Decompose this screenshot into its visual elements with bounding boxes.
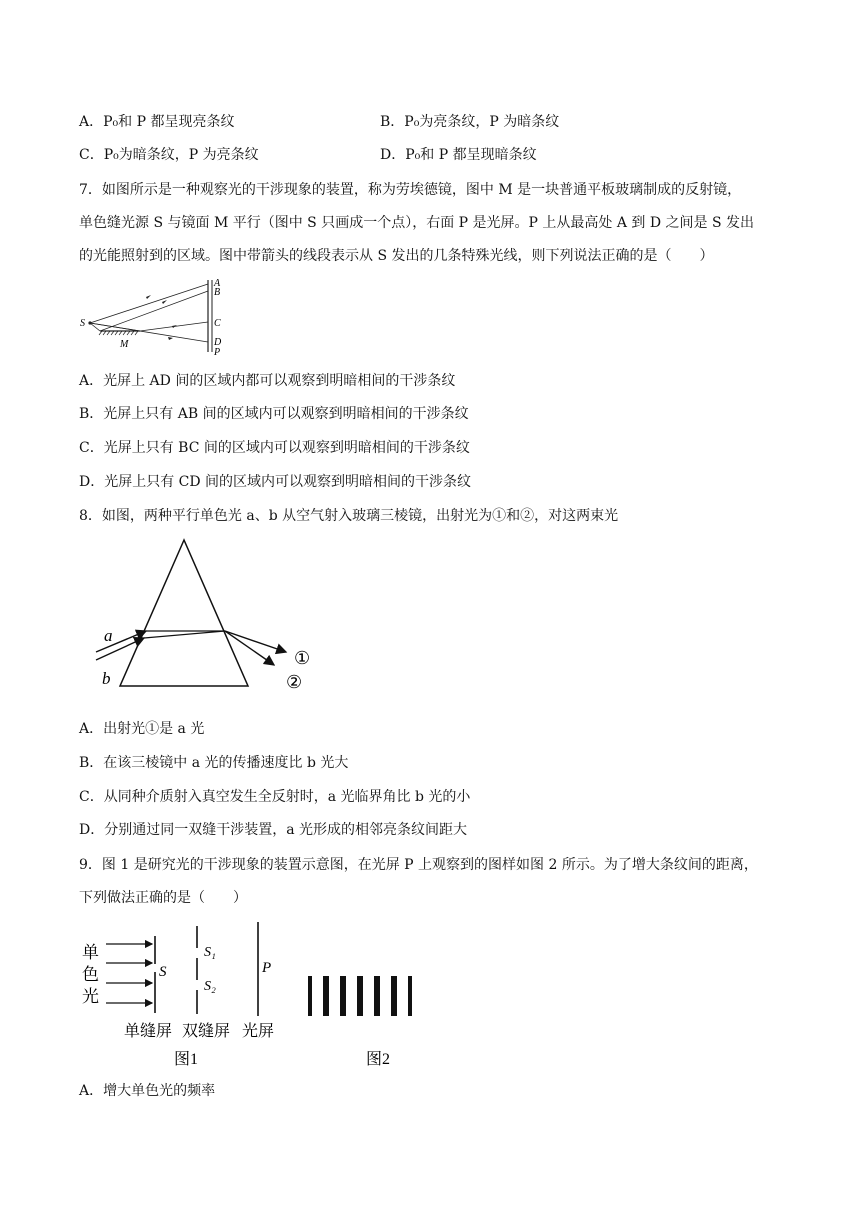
q7-stem-line3: 的光能照射到的区域。图中带箭头的线段表示从 S 发出的几条特殊光线，则下列说法正确的是（ ）: [79, 248, 714, 264]
label-s2: S₂: [204, 979, 216, 994]
q7-option-c: C．光屏上只有 BC 间的区域内可以观察到明暗相间的干涉条纹: [79, 440, 470, 456]
q8-option-d: D．分别通过同一双缝干涉装置，a 光形成的相邻亮条纹间距大: [79, 822, 468, 838]
q9-stem-line2: 下列做法正确的是（ ）: [79, 890, 247, 906]
label-double-slit-screen: 双缝屏: [182, 1023, 231, 1040]
q7-option-d: D．光屏上只有 CD 间的区域内可以观察到明暗相间的干涉条纹: [79, 474, 472, 490]
label-light-3: 光: [82, 987, 99, 1006]
double-slit-figure: [76, 918, 416, 1070]
q6-option-d: D．P₀和 P 都呈现暗条纹: [380, 147, 537, 163]
q6-option-b: B．P₀为亮条纹，P 为暗条纹: [380, 114, 560, 130]
label-a-light: a: [104, 626, 113, 645]
q9-stem-line1: 9．图 1 是研究光的干涉现象的装置示意图，在光屏 P 上观察到的图样如图 2 所示。为了增大条纹间的距离，: [79, 857, 758, 873]
prism-figure: [88, 534, 328, 694]
label-light-screen: 光屏: [242, 1023, 275, 1040]
fringe-pattern: [308, 976, 412, 1016]
q8-option-b: B．在该三棱镜中 a 光的传播速度比 b 光大: [79, 755, 349, 771]
q8-option-a: A．出射光①是 a 光: [79, 721, 205, 737]
label-slit-s: S: [159, 964, 167, 980]
q6-option-a: A．P₀和 P 都呈现亮条纹: [79, 114, 235, 130]
q7-option-b: B．光屏上只有 AB 间的区域内可以观察到明暗相间的干涉条纹: [79, 406, 469, 422]
q6-option-c: C．P₀为暗条纹，P 为亮条纹: [79, 147, 259, 163]
q7-stem-line2: 单色缝光源 S 与镜面 M 平行（图中 S 只画成一个点），右面 P 是光屏。P 上从最高处 A 到 D 之间是 S 发出: [79, 215, 755, 231]
label-screen-p: P: [262, 960, 272, 976]
label-fig1: 图1: [174, 1051, 199, 1068]
q9-option-a: A．增大单色光的频率: [79, 1083, 216, 1099]
label-b: B: [214, 287, 221, 298]
label-light-1: 单: [82, 943, 99, 962]
q8-stem: 8．如图，两种平行单色光 a、b 从空气射入玻璃三棱镜，出射光为①和②，对这两束光: [79, 508, 619, 524]
label-b-light: b: [102, 669, 111, 688]
label-c: C: [214, 318, 221, 329]
label-out-1: ①: [294, 648, 311, 668]
lloyd-mirror-figure: [76, 276, 236, 358]
q7-option-a: A．光屏上 AD 间的区域内都可以观察到明暗相间的干涉条纹: [79, 373, 456, 389]
label-a: A: [214, 278, 221, 289]
q8-option-c: C．从同种介质射入真空发生全反射时，a 光临界角比 b 光的小: [79, 789, 471, 805]
label-out-2: ②: [286, 672, 303, 692]
label-s1: S₁: [204, 945, 216, 960]
label-d: D: [214, 337, 222, 348]
label-m: M: [120, 339, 129, 350]
label-fig2: 图2: [366, 1051, 391, 1068]
label-single-slit-screen: 单缝屏: [124, 1023, 173, 1040]
label-light-2: 色: [82, 965, 99, 984]
label-p: P: [214, 347, 221, 358]
label-s: S: [80, 318, 85, 329]
q7-stem-line1: 7．如图所示是一种观察光的干涉现象的装置，称为劳埃德镜，图中 M 是一块普通平板玻璃制成的反射镜，: [79, 182, 742, 198]
